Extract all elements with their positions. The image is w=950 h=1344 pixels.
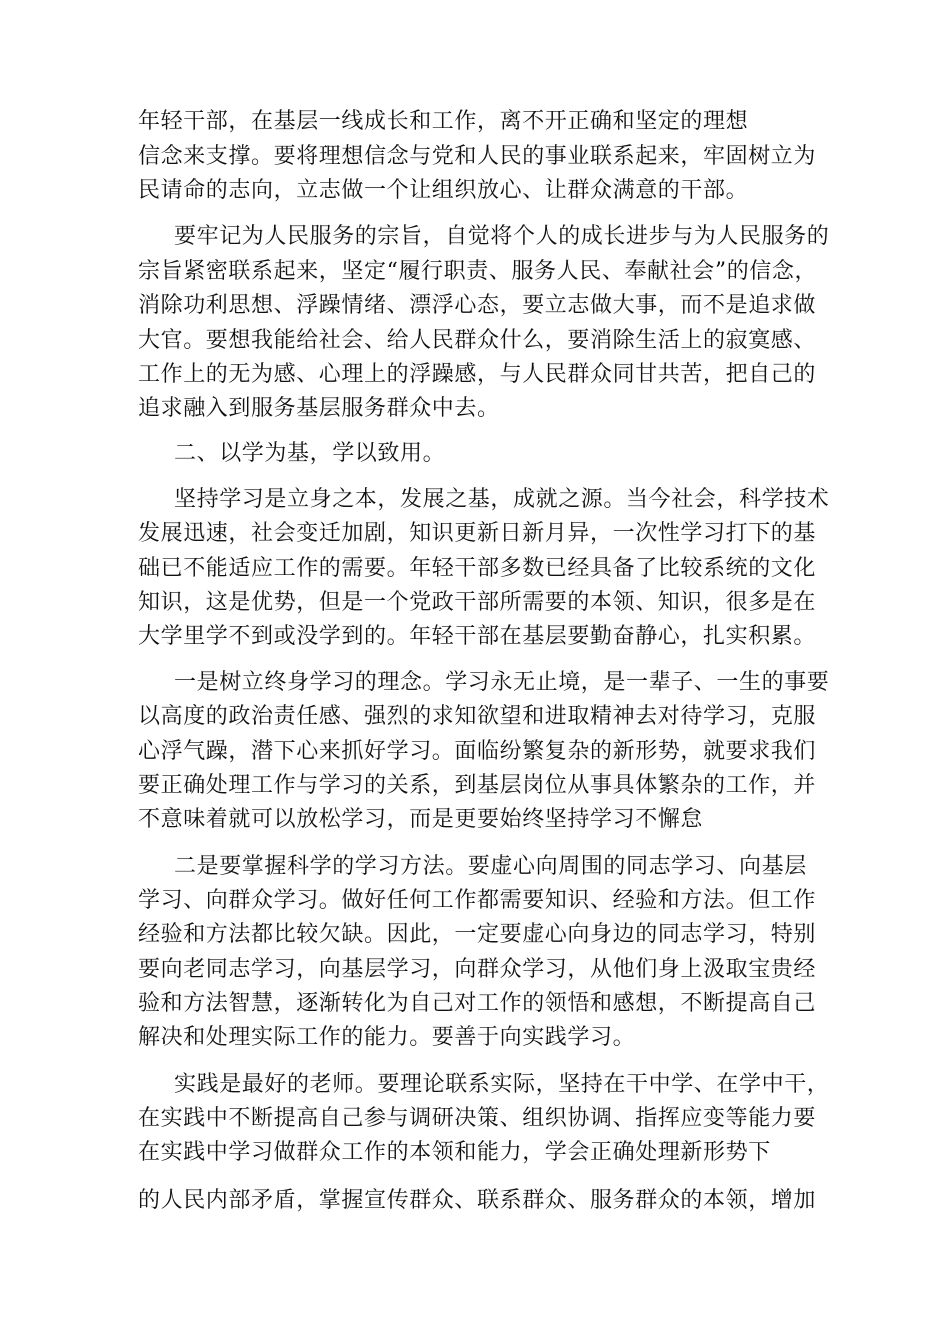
text-line: 经验和方法都比较欠缺。因此，一定要虚心向身边的同志学习，特别 — [138, 922, 817, 947]
section-heading: 二、以学为基，学以致用。 — [174, 441, 446, 466]
text-line: 验和方法智慧，逐渐转化为自己对工作的领悟和感想，不断提高自己 — [138, 991, 817, 1016]
text-line: 要正确处理工作与学习的关系，到基层岗位从事具体繁杂的工作，并 — [138, 773, 817, 798]
text-line: 大学里学不到或没学到的。年轻干部在基层要勤奋静心，扎实积累。 — [138, 624, 817, 649]
text-line: 心浮气躁，潜下心来抓好学习。面临纷繁复杂的新形势，就要求我们 — [138, 739, 817, 764]
text-line: 的人民内部矛盾，掌握宣传群众、联系群众、服务群众的本领，增加 — [138, 1188, 817, 1213]
text-line: 以高度的政治责任感、强烈的求知欲望和进取精神去对待学习，克服 — [138, 704, 817, 729]
text-line: 发展迅速，社会变迁加剧，知识更新日新月异，一次性学习打下的基 — [138, 521, 817, 546]
paragraph-first-line: 实践是最好的老师。要理论联系实际，坚持在干中学、在学中干， — [174, 1072, 830, 1097]
text-line: 解决和处理实际工作的能力。要善于向实践学习。 — [138, 1025, 636, 1050]
text-line: 不意味着就可以放松学习，而是更要始终坚持学习不懈怠 — [138, 807, 704, 832]
text-line: 信念来支撑。要将理想信念与党和人民的事业联系起来，牢固树立为 — [138, 144, 817, 169]
text-line: 要向老同志学习，向基层学习，向群众学习，从他们身上汲取宝贵经 — [138, 957, 817, 982]
text-line: 年轻干部，在基层一线成长和工作，离不开正确和坚定的理想 — [138, 109, 749, 134]
text-line: 在实践中学习做群众工作的本领和能力，学会正确处理新形势下 — [138, 1140, 771, 1165]
text-line: 民请命的志向，立志做一个让组织放心、让群众满意的干部。 — [138, 178, 749, 203]
paragraph-first-line: 要牢记为人民服务的宗旨，自觉将个人的成长进步与为人民服务的 — [174, 224, 830, 249]
text-line: 宗旨紧密联系起来，坚定“履行职责、服务人民、奉献社会”的信念， — [138, 259, 818, 284]
text-line: 础已不能适应工作的需要。年轻干部多数已经具备了比较系统的文化 — [138, 556, 817, 581]
text-line: 学习、向群众学习。做好任何工作都需要知识、经验和方法。但工作 — [138, 888, 817, 913]
text-line: 知识，这是优势，但是一个党政干部所需要的本领、知识，很多是在 — [138, 590, 817, 615]
text-line: 大官。要想我能给社会、给人民群众什么，要消除生活上的寂寞感、 — [138, 328, 817, 353]
text-line: 工作上的无为感、心理上的浮躁感，与人民群众同甘共苦，把自己的 — [138, 362, 817, 387]
paragraph-first-line: 坚持学习是立身之本，发展之基，成就之源。当今社会，科学技术 — [174, 487, 830, 512]
paragraph-first-line: 二是要掌握科学的学习方法。要虚心向周围的同志学习、向基层 — [174, 854, 807, 879]
text-line: 追求融入到服务基层服务群众中去。 — [138, 396, 500, 421]
text-line: 在实践中不断提高自己参与调研决策、组织协调、指挥应变等能力要 — [138, 1106, 817, 1131]
paragraph-first-line: 一是树立终身学习的理念。学习永无止境，是一辈子、一生的事要 — [174, 670, 830, 695]
text-line: 消除功利思想、浮躁情绪、漂浮心态，要立志做大事，而不是追求做 — [138, 293, 817, 318]
